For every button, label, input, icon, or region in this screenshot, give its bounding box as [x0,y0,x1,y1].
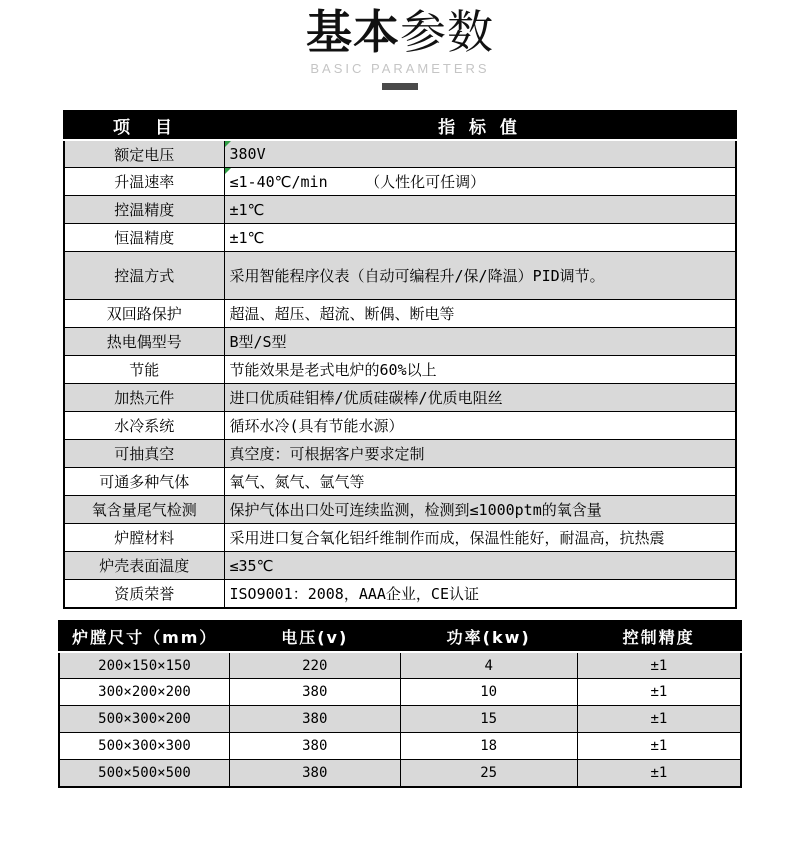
spec-table-row [64,440,736,468]
spec-item-cell: 额定电压 [64,140,224,168]
size-table-body [59,652,741,787]
spec-item-cell: 升温速率 [64,168,224,196]
size-chamber-cell: 500×500×500 [59,760,230,787]
spec-value-cell: 进口优质硅钼棒/优质硅碳棒/优质电阻丝 [224,384,736,412]
green-corner-triangle-icon [225,168,231,174]
spec-table-row [64,496,736,524]
spec-table-row [64,468,736,496]
size-chamber-cell: 200×150×150 [59,652,230,679]
size-voltage-cell: 220 [230,652,401,679]
spec-item-cell: 双回路保护 [64,300,224,328]
size-table-header-row [59,621,741,652]
size-power-cell: 15 [400,706,577,733]
size-header-precision: 控制精度 [577,621,741,652]
spec-value-cell: 保护气体出口处可连续监测，检测到≤1000ptm的氧含量 [224,496,736,524]
spec-table-row [64,252,736,300]
spec-item-cell: 恒温精度 [64,224,224,252]
size-table [58,620,742,788]
size-power-cell: 4 [400,652,577,679]
title-underline-bar [382,83,418,90]
spec-value-cell: ±1℃ [224,196,736,224]
size-power-cell: 25 [400,760,577,787]
page-title [0,6,800,59]
page-title-light-part: 参数 [400,5,494,59]
spec-value-cell: 氧气、氮气、氩气等 [224,468,736,496]
spec-item-cell: 氧含量尾气检测 [64,496,224,524]
spec-header-value: 指 标 值 [224,111,736,140]
spec-item-cell: 炉壳表面温度 [64,552,224,580]
spec-header-item: 项 目 [64,111,224,140]
spec-value-cell: 循环水冷(具有节能水源） [224,412,736,440]
spec-item-cell: 可抽真空 [64,440,224,468]
spec-value-cell: 超温、超压、超流、断偶、断电等 [224,300,736,328]
size-header-power: 功率(kw) [400,621,577,652]
size-precision-cell: ±1 [577,733,741,760]
spec-value-cell: 真空度：可根据客户要求定制 [224,440,736,468]
size-voltage-cell: 380 [230,733,401,760]
page-subtitle: BASIC PARAMETERS [310,60,490,76]
spec-item-cell: 控温方式 [64,252,224,300]
spec-item-cell: 节能 [64,356,224,384]
spec-table-row [64,196,736,224]
size-precision-cell: ±1 [577,652,741,679]
spec-table-row [64,356,736,384]
spec-item-cell: 控温精度 [64,196,224,224]
size-voltage-cell: 380 [230,706,401,733]
size-chamber-cell: 300×200×200 [59,679,230,706]
page-title-bold-part: 基本 [306,5,400,59]
page-header [0,0,800,90]
spec-table-body [64,140,736,608]
size-power-cell: 10 [400,679,577,706]
spec-item-cell: 热电偶型号 [64,328,224,356]
size-power-cell: 18 [400,733,577,760]
size-voltage-cell: 380 [230,679,401,706]
spec-item-cell: 资质荣誉 [64,580,224,608]
spec-table-row [64,580,736,608]
spec-table-row [64,140,736,168]
spec-table-row [64,168,736,196]
spec-value-cell: B型/S型 [224,328,736,356]
size-table-head [59,621,741,652]
size-header-voltage: 电压(v) [230,621,401,652]
size-voltage-cell: 380 [230,760,401,787]
spec-table-row [64,328,736,356]
spec-table-row [64,524,736,552]
spec-value-cell: ±1℃ [224,224,736,252]
size-table-row [59,760,741,787]
spec-table-row [64,384,736,412]
size-precision-cell: ±1 [577,760,741,787]
spec-item-cell: 加热元件 [64,384,224,412]
spec-table-head [64,111,736,140]
size-chamber-cell: 500×300×200 [59,706,230,733]
spec-value-cell: ISO9001：2008，AAA企业，CE认证 [224,580,736,608]
size-chamber-cell: 500×300×300 [59,733,230,760]
spec-value-cell: ≤1-40℃/min （人性化可任调） [224,168,736,196]
size-table-row [59,706,741,733]
spec-table-row [64,300,736,328]
size-table-row [59,652,741,679]
spec-table-row [64,552,736,580]
spec-value-cell: 380V [224,140,736,168]
spec-value-cell: 采用智能程序仪表（自动可编程升/保/降温）PID调节。 [224,252,736,300]
spec-value-cell: ≤35℃ [224,552,736,580]
size-precision-cell: ±1 [577,706,741,733]
spec-table [63,110,737,609]
size-header-chamber: 炉膛尺寸（mm） [59,621,230,652]
spec-table-row [64,224,736,252]
size-precision-cell: ±1 [577,679,741,706]
spec-value-cell: 节能效果是老式电炉的60%以上 [224,356,736,384]
size-table-row [59,733,741,760]
spec-table-row [64,412,736,440]
spec-item-cell: 水冷系统 [64,412,224,440]
spec-item-cell: 可通多种气体 [64,468,224,496]
green-corner-triangle-icon [225,141,231,147]
spec-value-cell: 采用进口复合氧化铝纤维制作而成，保温性能好，耐温高，抗热震 [224,524,736,552]
spec-item-cell: 炉膛材料 [64,524,224,552]
spec-table-header-row [64,111,736,140]
size-table-row [59,679,741,706]
